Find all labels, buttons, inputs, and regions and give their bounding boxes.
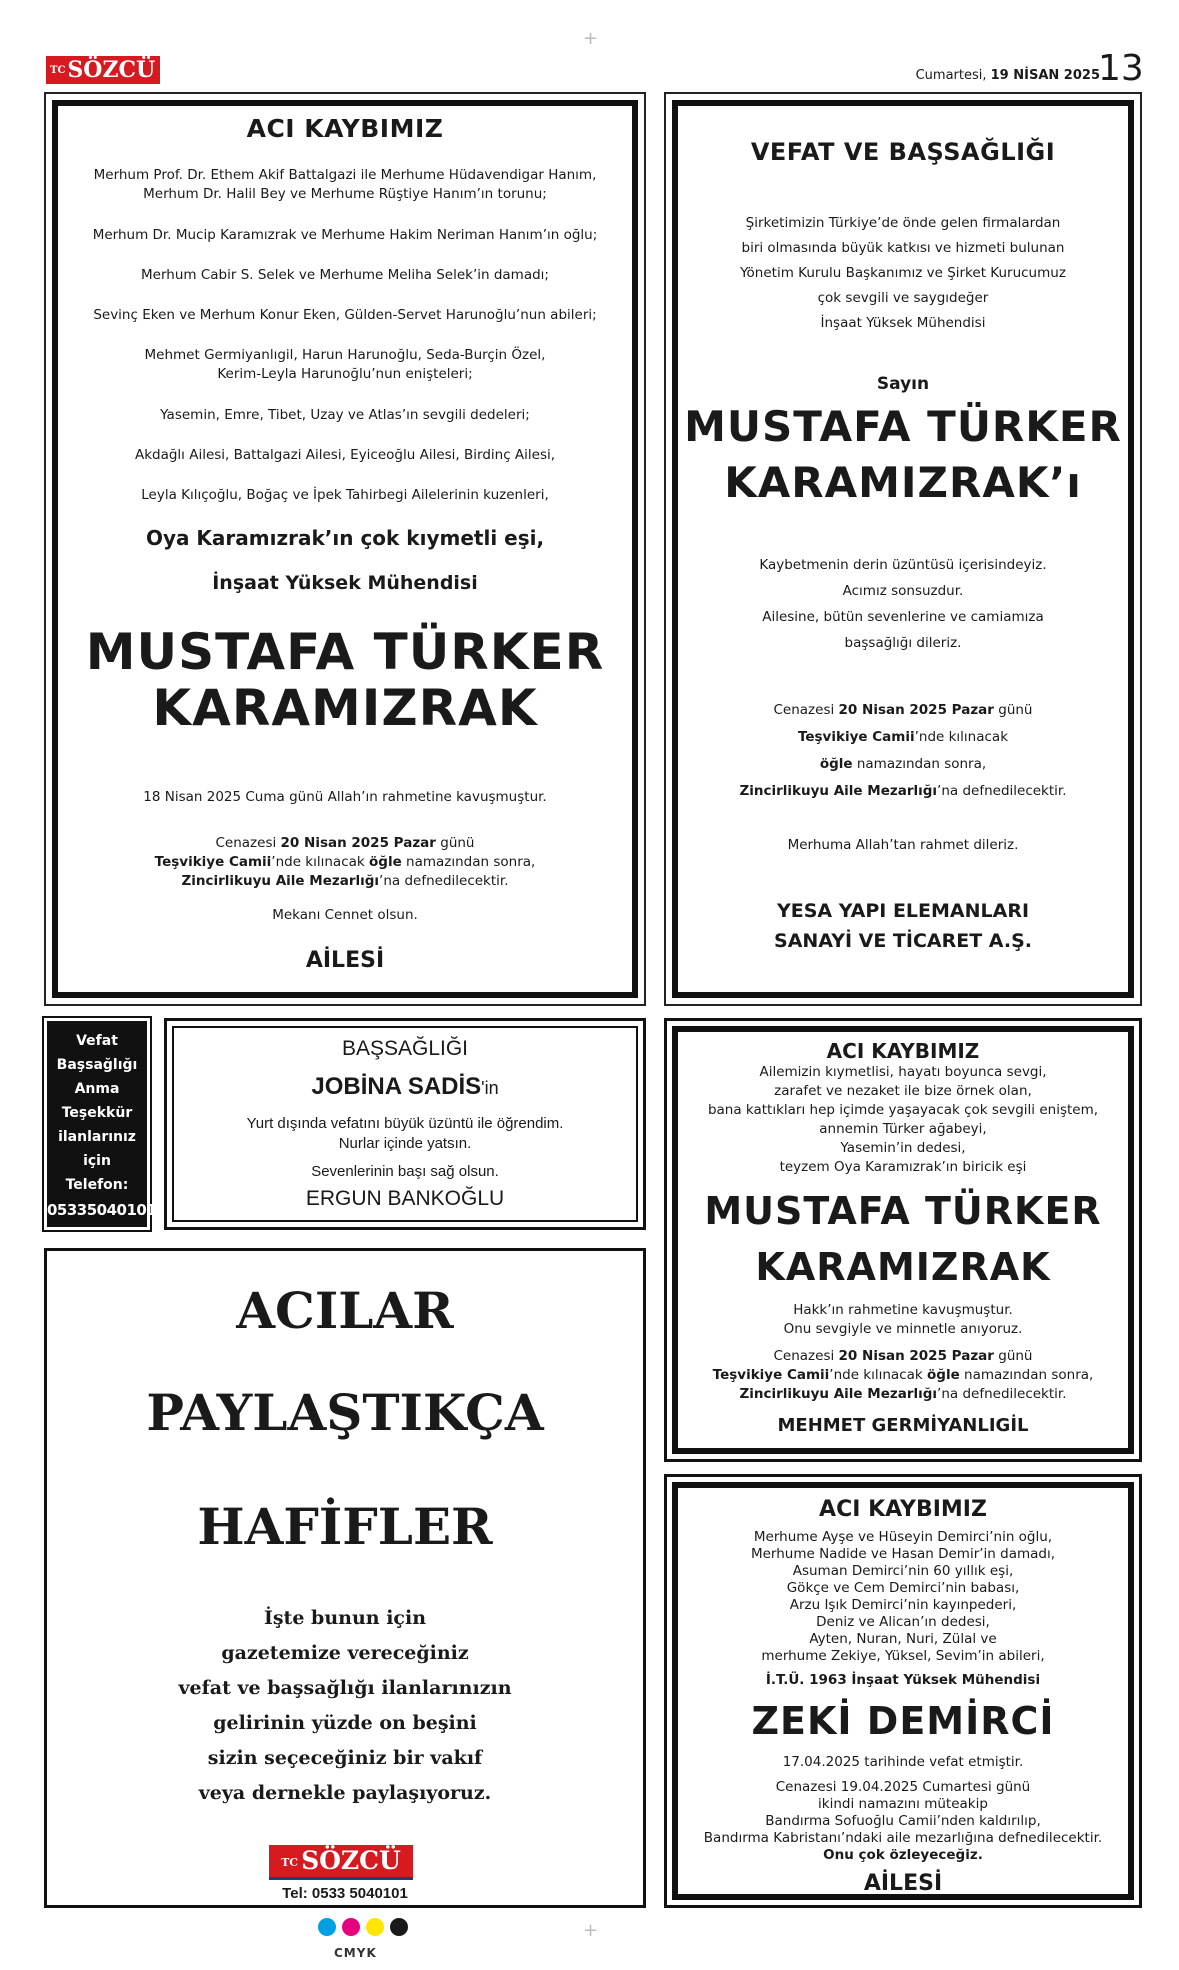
- ad-title: BAŞSAĞLIĞI: [341, 1037, 469, 1060]
- ad-line: Acımız sonsuzdur.: [842, 583, 964, 599]
- contact-line: Anma: [74, 1081, 120, 1097]
- ad-line: Merhum Prof. Dr. Ethem Akif Battalgazi ile Merhume Hüdavendigar Hanım,: [93, 167, 597, 183]
- promo-line: gazetemize vereceğiniz: [221, 1642, 469, 1664]
- death-date: 17.04.2025 tarihinde vefat etmiştir.: [782, 1754, 1024, 1770]
- signature: AİLESİ: [305, 948, 385, 973]
- funeral-line: Cenazesi 20 Nisan 2025 Pazar günü: [773, 1348, 1033, 1364]
- contact-line: ilanlarınız: [58, 1129, 136, 1145]
- deceased-name-line2: KARAMIZRAK: [755, 1245, 1051, 1289]
- ad-line: Ayten, Nuran, Nuri, Zülal ve: [809, 1631, 997, 1647]
- signature: AİLESİ: [863, 1871, 943, 1896]
- ad-line: Merhum Dr. Mucip Karamızrak ve Merhume Hakim Neriman Hanım’ın oğlu;: [92, 227, 598, 243]
- funeral-line: öğle namazından sonra,: [819, 756, 987, 772]
- ad-line: merhume Zekiye, Yüksel, Sevim’in abileri,: [761, 1648, 1045, 1664]
- promo-line: vefat ve başsağlığı ilanlarınızın: [178, 1677, 512, 1699]
- profession: İnşaat Yüksek Mühendisi: [212, 572, 478, 594]
- ad-line: Mehmet Germiyanlıgil, Harun Harunoğlu, Seda-Burçin Özel,: [144, 347, 546, 363]
- ad-line: Merhum Dr. Halil Bey ve Merhume Rüştiye Hanım’ın torunu;: [143, 186, 547, 202]
- ad-title: VEFAT VE BAŞSAĞLIĞI: [750, 138, 1056, 166]
- ad-line: Deniz ve Alican’ın dedesi,: [816, 1614, 990, 1630]
- contact-line: Telefon:: [65, 1177, 129, 1193]
- cmyk-label: CMYK: [334, 1946, 377, 1960]
- ad-line: Arzu Işık Demirci’nin kayınpederi,: [789, 1597, 1017, 1613]
- sayin-label: Sayın: [876, 374, 930, 394]
- ad-line: Yurt dışında vefatını büyük üzüntü ile öğrendim.: [246, 1115, 564, 1132]
- obituary-ad-family: [44, 92, 646, 1006]
- ad-line: başsağlığı dileriz.: [844, 635, 962, 651]
- obituary-ad-zeki-demirci: [664, 1474, 1142, 1908]
- ad-line: Yönetim Kurulu Başkanımız ve Şirket Kurucumuz: [740, 265, 1066, 281]
- promo-line: gelirinin yüzde on beşini: [213, 1712, 477, 1734]
- promo-headline-3: HAFİFLER: [197, 1497, 493, 1556]
- funeral-line: Zincirlikuyu Aile Mezarlığı’na defnedilecektir.: [739, 783, 1067, 799]
- ad-line: Yasemin’in dedesi,: [840, 1140, 966, 1156]
- funeral-line: Bandırma Kabristanı’ndaki aile mezarlığına defnedilecektir.: [703, 1830, 1103, 1846]
- promo-line: İşte bunun için: [263, 1607, 427, 1629]
- closing-line: Merhuma Allah’tan rahmet dileriz.: [787, 837, 1019, 853]
- contact-phone: 05335040101: [47, 1201, 157, 1219]
- wife-line: Oya Karamızrak’ın çok kıymetli eşi,: [145, 526, 545, 550]
- deceased-name: ZEKİ DEMİRCİ: [751, 1699, 1055, 1743]
- ad-line: Merhume Ayşe ve Hüseyin Demirci’nin oğlu,: [753, 1529, 1053, 1545]
- signature: MEHMET GERMİYANLIGİL: [777, 1415, 1029, 1436]
- registration-mark-bottom: +: [583, 1920, 599, 1941]
- ad-line: Kaybetmenin derin üzüntüsü içerisindeyiz.: [759, 557, 1047, 573]
- ad-line: çok sevgili ve saygıdeğer: [817, 290, 989, 306]
- ad-line: zarafet ve nezaket ile bize örnek olan,: [774, 1083, 1032, 1099]
- ad-line: bana kattıkları hep içimde yaşayacak çok sevgili eniştem,: [707, 1102, 1099, 1118]
- cmyk-dot-black: [390, 1918, 408, 1936]
- funeral-line: Zincirlikuyu Aile Mezarlığı’na defnedilecektir.: [181, 873, 509, 889]
- ad-title: ACI KAYBIMIZ: [246, 114, 444, 143]
- signature-line1: YESA YAPI ELEMANLARI: [776, 900, 1030, 922]
- promo-phone: Tel: 0533 5040101: [282, 1885, 408, 1902]
- ad-line: Yasemin, Emre, Tibet, Uzay ve Atlas’ın sevgili dedeleri;: [160, 407, 530, 423]
- cmyk-dot-yellow: [366, 1918, 384, 1936]
- ad-line: Akdağlı Ailesi, Battalgazi Ailesi, Eyiceoğlu Ailesi, Birdinç Ailesi,: [134, 447, 556, 463]
- ad-contact-box: [44, 1018, 157, 1230]
- registration-mark-top: +: [583, 28, 599, 49]
- ad-title: ACI KAYBIMIZ: [826, 1039, 980, 1063]
- ad-line: Gökçe ve Cem Demirci’nin babası,: [786, 1580, 1020, 1596]
- deceased-name-line2: KARAMIZRAK: [152, 679, 538, 737]
- ad-line: Sevenlerinin başı sağ olsun.: [311, 1163, 499, 1180]
- funeral-line: Cenazesi 19.04.2025 Cumartesi günü: [775, 1779, 1031, 1795]
- ad-line: Hakk’ın rahmetine kavuşmuştur.: [793, 1302, 1013, 1318]
- contact-line: Vefat: [76, 1033, 118, 1049]
- deceased-name: JOBİNA SADİS'in: [311, 1073, 499, 1100]
- ad-line: biri olmasında büyük katkısı ve hizmeti bulunan: [741, 240, 1065, 256]
- profession: İ.T.Ü. 1963 İnşaat Yüksek Mühendisi: [765, 1672, 1041, 1688]
- ad-line: Merhum Cabir S. Selek ve Merhume Meliha Selek’in damadı;: [141, 267, 549, 283]
- ad-line: İnşaat Yüksek Mühendisi: [820, 315, 986, 331]
- deceased-name-line1: MUSTAFA TÜRKER: [85, 623, 605, 681]
- promo-headline-1: ACILAR: [236, 1281, 454, 1340]
- signature: ERGUN BANKOĞLU: [305, 1187, 505, 1210]
- promo-headline-2: PAYLAŞTIKÇA: [146, 1383, 544, 1442]
- issue-date: Cumartesi, 19 NİSAN 2025: [915, 68, 1100, 83]
- ad-line: Sevinç Eken ve Merhum Konur Eken, Gülden-Servet Harunoğlu’nun abileri;: [93, 307, 597, 323]
- funeral-line: Zincirlikuyu Aile Mezarlığı’na defnedilecektir.: [739, 1386, 1067, 1402]
- sozcu-promo-ad: [44, 1248, 646, 1908]
- condolence-ad: [164, 1018, 646, 1230]
- signature-line2: SANAYİ VE TİCARET A.Ş.: [774, 930, 1032, 952]
- ad-line: Ailemizin kıymetlisi, hayatı boyunca sevgi,: [759, 1064, 1047, 1080]
- promo-line: sizin seçeceğiniz bir vakıf: [207, 1747, 483, 1769]
- ad-line: Leyla Kılıçoğlu, Boğaç ve İpek Tahirbegi Ailelerinin kuzenleri,: [141, 487, 549, 503]
- closing-line: Mekanı Cennet olsun.: [272, 907, 418, 923]
- deceased-name-line1: MUSTAFA TÜRKER: [704, 1189, 1102, 1233]
- closing-line: Onu çok özleyeceğiz.: [823, 1847, 983, 1863]
- cmyk-dot-magenta: [342, 1918, 360, 1936]
- funeral-line: Teşvikiye Camii’nde kılınacak öğle namazından sonra,: [712, 1367, 1094, 1383]
- ad-line: teyzem Oya Karamızrak’ın biricik eşi: [779, 1159, 1027, 1175]
- contact-line: için: [83, 1153, 111, 1169]
- cmyk-dot-cyan: [318, 1918, 336, 1936]
- deceased-name-line1: MUSTAFA TÜRKER: [684, 402, 1122, 451]
- ad-line: Şirketimizin Türkiye’de önde gelen firmalardan: [745, 215, 1061, 231]
- ad-line: Kerim-Leyla Harunoğlu’nun enişteleri;: [217, 366, 473, 382]
- funeral-line: Cenazesi 20 Nisan 2025 Pazar günü: [773, 702, 1033, 718]
- contact-line: Başsağlığı: [56, 1057, 138, 1073]
- obituary-ad-company: [664, 92, 1142, 1006]
- ad-line: annemin Türker ağabeyi,: [819, 1121, 987, 1137]
- promo-line: veya dernekle paylaşıyoruz.: [198, 1782, 492, 1804]
- ad-title: ACI KAYBIMIZ: [819, 1497, 987, 1522]
- ad-line: Onu sevgiyle ve minnetle anıyoruz.: [783, 1321, 1023, 1337]
- deceased-name-line2: KARAMIZRAK’ı: [724, 458, 1082, 507]
- page-number: 13: [1098, 48, 1144, 89]
- contact-line: Teşekkür: [61, 1105, 133, 1121]
- sozcu-logo: TC SÖZCÜ: [269, 1845, 413, 1880]
- funeral-line: Teşvikiye Camii’nde kılınacak öğle namazından sonra,: [154, 854, 536, 870]
- ad-line: Ailesine, bütün sevenlerine ve camiamıza: [762, 609, 1044, 625]
- funeral-line: Bandırma Sofuoğlu Camii’nden kaldırılıp,: [765, 1813, 1041, 1829]
- obituary-ad-nephew: [664, 1018, 1142, 1462]
- death-date: 18 Nisan 2025 Cuma günü Allah’ın rahmetine kavuşmuştur.: [143, 789, 547, 805]
- funeral-line: ikindi namazını müteakip: [818, 1796, 988, 1812]
- ad-line: Nurlar içinde yatsın.: [338, 1135, 472, 1152]
- funeral-line: Cenazesi 20 Nisan 2025 Pazar günü: [215, 835, 475, 851]
- ad-line: Asuman Demirci’nin 60 yıllık eşi,: [792, 1563, 1014, 1579]
- sozcu-logo: TCSÖZCÜ: [46, 56, 160, 84]
- funeral-line: Teşvikiye Camii’nde kılınacak: [797, 729, 1009, 745]
- ad-line: Merhume Nadide ve Hasan Demir’in damadı,: [750, 1546, 1056, 1562]
